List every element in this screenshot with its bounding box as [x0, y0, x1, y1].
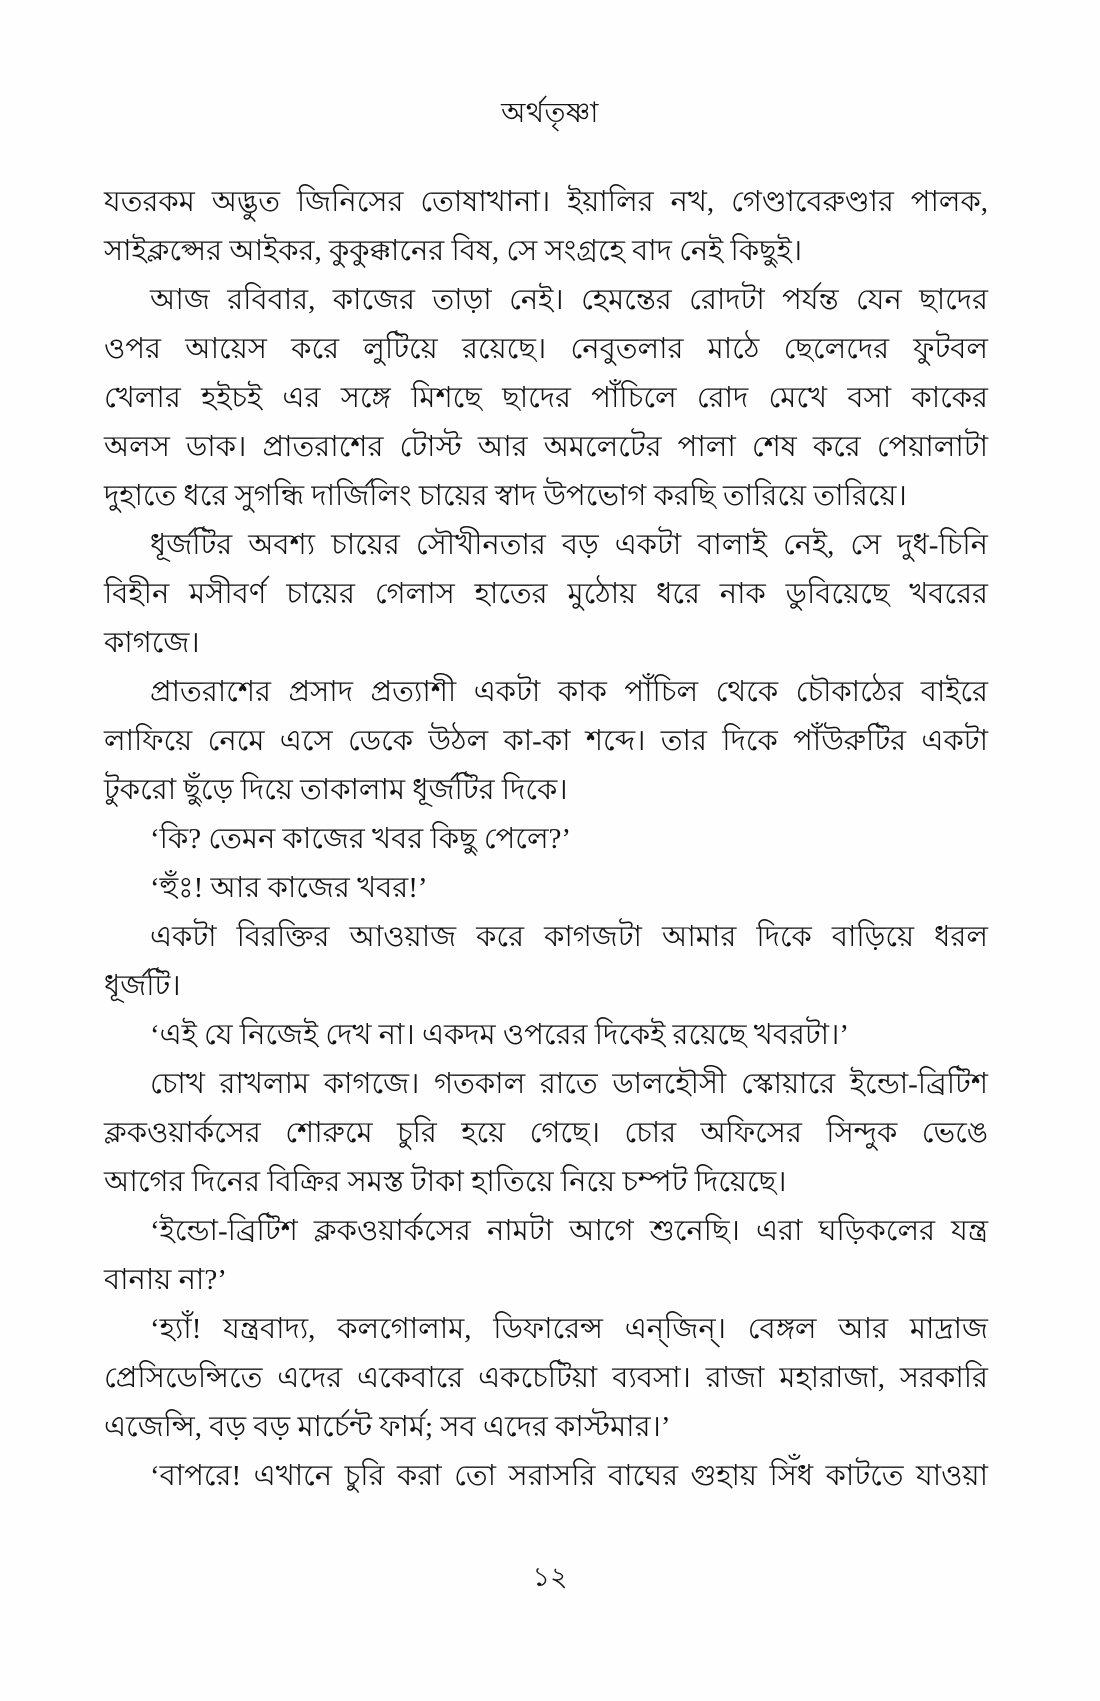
text-line: আগের দিনের বিক্রির সমস্ত টাকা হাতিয়ে নিয়ে চম্পট দিয়েছে।	[104, 1166, 787, 1198]
paragraph	[104, 668, 988, 815]
text-line: একটা বিরক্তির আওয়াজ করে কাগজটা আমার দিকে বাড়িয়ে ধরল	[150, 921, 988, 953]
text-line: প্রাতরাশের প্রসাদ প্রত্যাশী একটা কাক পাঁচিল থেকে চৌকাঠের বাইরে	[150, 676, 988, 708]
text-line: বিহীন মসীবর্ণ চায়ের গেলাস হাতের মুঠোয় ধরে নাক ডুবিয়েছে খবরের	[104, 578, 988, 610]
text-line: দুহাতে ধরে সুগন্ধি দার্জিলিং চায়ের স্বাদ উপভোগ করছি তারিয়ে তারিয়ে।	[104, 480, 907, 512]
text-line: সাইক্লপ্সের আইকর, কুকুক্কানের বিষ, সে সংগ্রহে বাদ নেই কিছুই।	[104, 235, 803, 267]
text-line: যতরকম অদ্ভুত জিনিসের তোষাখানা। ইয়ালির নখ, গেণ্ডাবেরুণ্ডার পালক,	[104, 186, 988, 218]
text-line: এজেন্সি, বড় বড় মার্চেন্ট ফার্ম; সব এদের কাস্টমার।’	[104, 1411, 671, 1443]
text-line: ‘এই যে নিজেই দেখ না। একদম ওপরের দিকেই রয়েছে খবরটা।’	[150, 1019, 850, 1051]
text-line: আজ রবিবার, কাজের তাড়া নেই। হেমন্তের রোদটা পর্যন্ত যেন ছাদের	[150, 284, 988, 316]
paragraph	[104, 815, 988, 864]
text-line: ধূর্জটি।	[104, 970, 181, 1002]
text-body	[104, 178, 988, 1501]
paragraph	[104, 1207, 988, 1305]
text-line: ‘হ্যাঁ! যন্ত্রবাদ্য, কলগোলাম, ডিফারেন্স এন্‌জিন্‌। বেঙ্গল আর মাদ্রাজ	[150, 1313, 988, 1345]
paragraph	[104, 1060, 988, 1207]
text-line: বানায় না?’	[104, 1264, 227, 1296]
paragraph	[104, 1305, 988, 1452]
paragraph	[104, 276, 988, 521]
text-line: খেলার হইচই এর সঙ্গে মিশছে ছাদের পাঁচিলে রোদ মেখে বসা কাকের	[104, 382, 988, 414]
paragraph	[104, 913, 988, 1011]
text-line: ওপর আয়েস করে লুটিয়ে রয়েছে। নেবুতলার মাঠে ছেলেদের ফুটবল	[104, 333, 988, 365]
text-line: ‘হুঁঃ! আর কাজের খবর!’	[150, 872, 428, 904]
page-header-title: অর্থতৃষ্ণা	[501, 98, 599, 129]
text-line: ধূর্জটির অবশ্য চায়ের সৌখীনতার বড় একটা বালাই নেই, সে দুধ-চিনি	[150, 529, 988, 561]
text-line: কাগজে।	[104, 627, 200, 659]
paragraph	[104, 1011, 988, 1060]
text-line: অলস ডাক। প্রাতরাশের টোস্ট আর অমলেটের পালা শেষ করে পেয়ালাটা	[104, 431, 988, 463]
text-line: ‘ইন্ডো-ব্রিটিশ ক্লকওয়ার্কসের নামটা আগে শুনেছি। এরা ঘড়িকলের যন্ত্র	[150, 1215, 988, 1247]
paragraph	[104, 521, 988, 668]
text-line: ‘কি? তেমন কাজের খবর কিছু পেলে?’	[150, 823, 572, 855]
paragraph	[104, 1452, 988, 1501]
text-line: টুকরো ছুঁড়ে দিয়ে তাকালাম ধূর্জটির দিকে।	[104, 774, 568, 806]
text-line: লাফিয়ে নেমে এসে ডেকে উঠল কা-কা শব্দে। তার দিকে পাঁউরুটির একটা	[104, 725, 988, 757]
text-line: ক্লকওয়ার্কসের শোরুমে চুরি হয়ে গেছে। চোর অফিসের সিন্দুক ভেঙে	[104, 1117, 988, 1149]
text-line: প্রেসিডেন্সিতে এদের একেবারে একচেটিয়া ব্যবসা। রাজা মহারাজা, সরকারি	[104, 1362, 988, 1394]
text-line: ‘বাপরে! এখানে চুরি করা তো সরাসরি বাঘের গুহায় সিঁধ কাটতে যাওয়া	[150, 1460, 988, 1492]
paragraph	[104, 864, 988, 913]
text-line: চোখ রাখলাম কাগজে। গতকাল রাতে ডালহৌসী স্কোয়ারে ইন্ডো-ব্রিটিশ	[150, 1068, 988, 1100]
paragraph	[104, 178, 988, 276]
page-number: ১২	[532, 1562, 568, 1592]
